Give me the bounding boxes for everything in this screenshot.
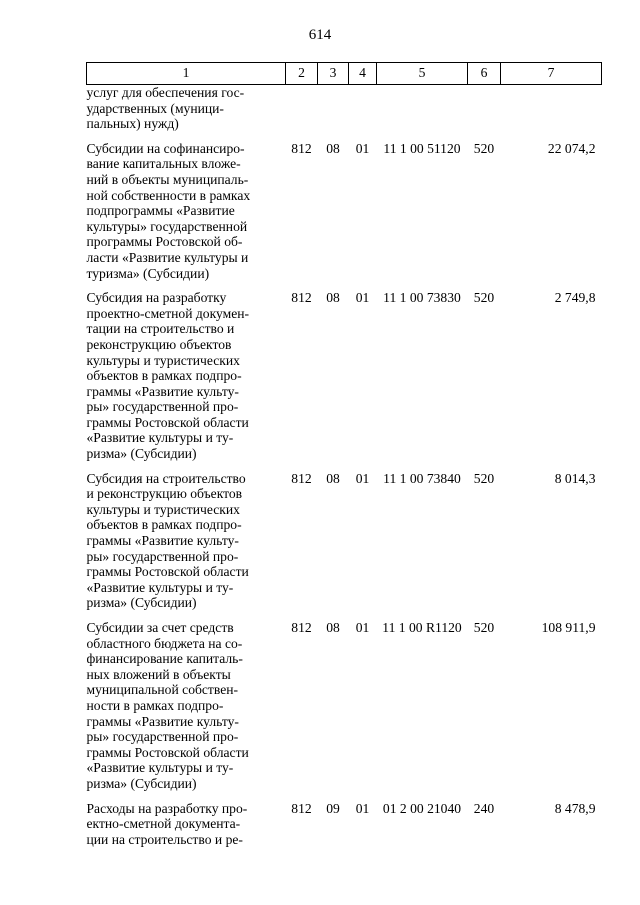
ministry-code: 812 bbox=[291, 140, 312, 156]
description-line: Субсидия на строительство bbox=[86, 470, 246, 486]
description-line: муниципальной собствен- bbox=[86, 682, 239, 698]
expense-type-code: 520 bbox=[473, 620, 495, 635]
description-line: Субсидии за счет средств bbox=[86, 620, 234, 635]
target-article-code: 01 2 00 21040 bbox=[382, 800, 462, 816]
expense-type-code bbox=[468, 85, 501, 140]
description-line: ры» государственной про- bbox=[86, 399, 239, 415]
section-code: 09 bbox=[326, 800, 340, 816]
target-article-code: 11 1 00 51120 bbox=[383, 140, 461, 156]
ministry-code: 812 bbox=[291, 620, 312, 635]
description-line: граммы Ростовской области bbox=[86, 744, 249, 760]
description-line: «Развитие культуры и ту- bbox=[86, 760, 234, 776]
subsection-code bbox=[349, 85, 377, 140]
subsection-code: 01 bbox=[355, 470, 370, 486]
header-col-4: 4 bbox=[349, 63, 377, 85]
row-description bbox=[87, 619, 286, 800]
target-article-code bbox=[377, 85, 468, 140]
expense-type-code: 520 bbox=[473, 470, 495, 486]
table-body bbox=[87, 85, 602, 856]
description-line: проектно-сметной докумен- bbox=[86, 305, 250, 321]
description-line: граммы «Развитие культу- bbox=[86, 533, 239, 549]
section-code bbox=[318, 85, 349, 140]
subsection-code: 01 bbox=[355, 290, 370, 306]
header-col-1: 1 bbox=[87, 63, 286, 85]
description-line: ударственных (муници- bbox=[86, 100, 224, 116]
expense-type-code: 520 bbox=[473, 140, 495, 156]
description-line: Субсидии на софинансиро- bbox=[86, 140, 245, 156]
amount-value bbox=[501, 85, 602, 140]
description-line: вание капитальных вложе- bbox=[86, 156, 241, 172]
table-row bbox=[87, 85, 602, 140]
description-line: культуры» государственной bbox=[86, 218, 248, 234]
amount-value: 2 749,8 bbox=[554, 290, 596, 306]
description-line: программы Ростовской об- bbox=[86, 234, 243, 250]
description-line: ной собственности в рамках bbox=[86, 187, 251, 203]
description-line: подпрограммы «Развитие bbox=[86, 203, 235, 219]
row-description bbox=[87, 140, 286, 289]
header-col-2: 2 bbox=[286, 63, 318, 85]
description-line: ризма» (Субсидии) bbox=[86, 595, 197, 611]
description-line: ности в рамках подпро- bbox=[86, 697, 224, 713]
table-row bbox=[87, 140, 602, 289]
ministry-code bbox=[286, 85, 318, 140]
row-description bbox=[87, 289, 286, 470]
description-line: ры» государственной про- bbox=[86, 548, 239, 564]
target-article-code: 11 1 00 R1120 bbox=[382, 620, 462, 635]
description-line: ции на строительство и ре- bbox=[86, 831, 243, 847]
header-col-5: 5 bbox=[377, 63, 468, 85]
amount-value: 8 478,9 bbox=[554, 800, 596, 816]
description-line: Расходы на разработку про- bbox=[86, 800, 248, 816]
ministry-code: 812 bbox=[291, 290, 312, 306]
section-code: 08 bbox=[326, 470, 340, 486]
description-line: услуг для обеспечения гос- bbox=[86, 85, 245, 100]
table-row bbox=[87, 800, 602, 856]
description-line: ры» государственной про- bbox=[86, 729, 239, 745]
description-line: культуры и туристических bbox=[86, 501, 240, 517]
header-col-7: 7 bbox=[501, 63, 602, 85]
row-description bbox=[87, 85, 286, 140]
table-row bbox=[87, 289, 602, 470]
header-col-3: 3 bbox=[318, 63, 349, 85]
target-article-code: 11 1 00 73830 bbox=[383, 290, 461, 306]
description-line: ектно-сметной документа- bbox=[86, 816, 241, 832]
header-col-6: 6 bbox=[468, 63, 501, 85]
description-line: «Развитие культуры и ту- bbox=[86, 430, 234, 446]
description-line: реконструкцию объектов bbox=[86, 336, 232, 352]
ministry-code: 812 bbox=[291, 800, 312, 816]
description-line: туризма» (Субсидии) bbox=[86, 265, 210, 281]
description-line: и реконструкцию объектов bbox=[86, 486, 243, 502]
description-line: культуры и туристических bbox=[86, 352, 240, 368]
row-description bbox=[87, 800, 286, 856]
description-line: граммы «Развитие культу- bbox=[86, 713, 239, 729]
amount-value: 8 014,3 bbox=[554, 470, 596, 486]
description-line: ласти «Развитие культуры и bbox=[86, 249, 249, 265]
amount-value: 108 911,9 bbox=[541, 620, 596, 635]
description-line: объектов в рамках подпро- bbox=[86, 368, 242, 384]
expense-type-code: 240 bbox=[473, 800, 495, 816]
table-row bbox=[87, 619, 602, 800]
header-row bbox=[87, 63, 602, 85]
subsection-code: 01 bbox=[355, 620, 370, 635]
section-code: 08 bbox=[326, 290, 340, 306]
description-line: ний в объекты муниципаль- bbox=[86, 171, 249, 187]
subsection-code: 01 bbox=[355, 800, 370, 816]
description-line: финансирование капиталь- bbox=[86, 651, 243, 667]
description-line: Субсидия на разработку bbox=[86, 290, 227, 306]
ministry-code: 812 bbox=[291, 470, 312, 486]
description-line: граммы «Развитие культу- bbox=[86, 383, 239, 399]
row-description bbox=[87, 470, 286, 619]
description-line: пальных) нужд) bbox=[86, 116, 179, 132]
description-line: объектов в рамках подпро- bbox=[86, 517, 242, 533]
description-line: ризма» (Субсидии) bbox=[86, 775, 197, 791]
section-code: 08 bbox=[326, 140, 340, 156]
description-line: граммы Ростовской области bbox=[86, 414, 249, 430]
section-code: 08 bbox=[326, 620, 340, 635]
target-article-code: 11 1 00 73840 bbox=[383, 470, 461, 486]
amount-value: 22 074,2 bbox=[547, 140, 596, 156]
expense-type-code: 520 bbox=[473, 290, 495, 306]
description-line: ных вложений в объекты bbox=[86, 666, 231, 682]
description-line: областного бюджета на со- bbox=[86, 635, 243, 651]
table-header bbox=[87, 63, 602, 85]
budget-table bbox=[86, 62, 602, 855]
description-line: «Развитие культуры и ту- bbox=[86, 579, 234, 595]
table-row bbox=[87, 470, 602, 619]
description-line: ризма» (Субсидии) bbox=[86, 446, 197, 462]
subsection-code: 01 bbox=[355, 140, 370, 156]
page-number: 614 bbox=[308, 27, 332, 43]
description-line: граммы Ростовской области bbox=[86, 564, 249, 580]
description-line: тации на строительство и bbox=[86, 321, 235, 337]
